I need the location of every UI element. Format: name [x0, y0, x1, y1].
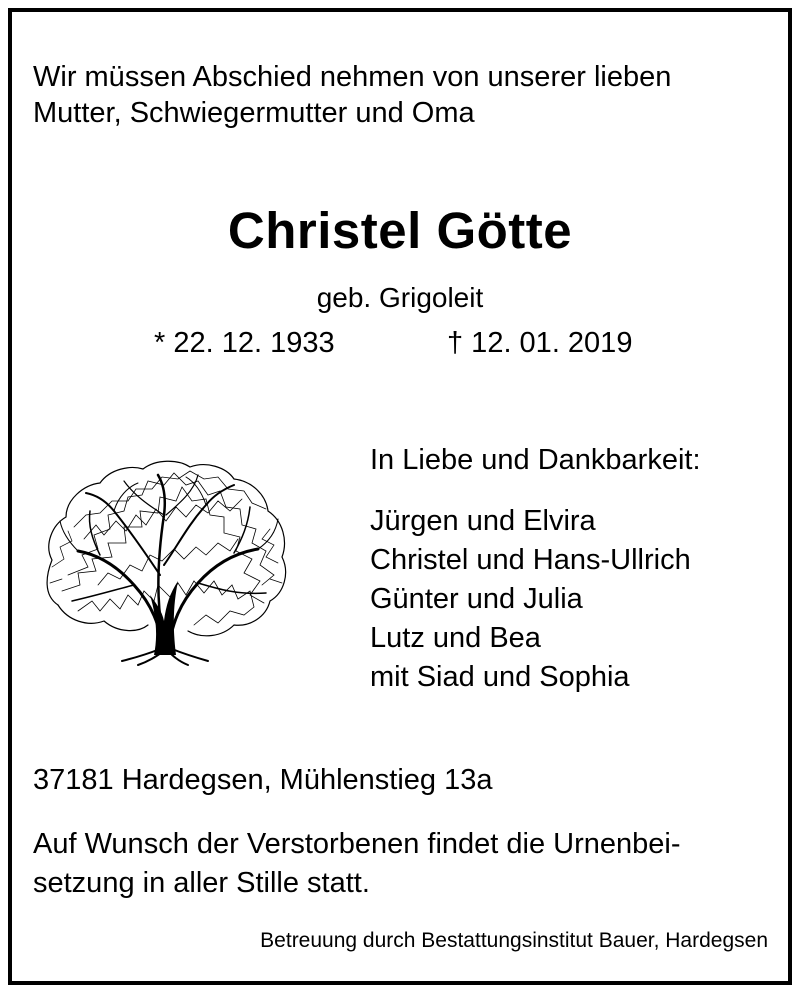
mourner-name: Jürgen und Elvira	[370, 505, 596, 537]
mourner-name: Lutz und Bea	[370, 622, 541, 654]
address: 37181 Hardegsen, Mühlenstieg 13a	[33, 764, 493, 796]
intro-line-1: Wir müssen Abschied nehmen von unserer lieben	[33, 61, 672, 93]
maiden-name: geb. Grigoleit	[316, 282, 484, 313]
mourner-name: Günter und Julia	[370, 583, 583, 615]
tree-icon	[38, 455, 293, 667]
mourner-name: Christel und Hans-Ullrich	[370, 544, 691, 576]
intro-line-2: Mutter, Schwiegermutter und Oma	[33, 97, 475, 129]
death-date: † 12. 01. 2019	[447, 327, 633, 359]
mourner-name: mit Siad und Sophia	[370, 661, 630, 693]
birth-date: * 22. 12. 1933	[154, 327, 335, 359]
mourners-list	[370, 502, 691, 697]
burial-note-line-2: setzung in aller Stille statt.	[33, 867, 370, 899]
undertaker-credit: Betreuung durch Bestattungsinstitut Bauer, Hardegsen	[260, 929, 768, 952]
burial-note-line-1: Auf Wunsch der Verstorbenen findet die Urnenbei-	[33, 828, 681, 860]
deceased-name: Christel Götte	[227, 202, 573, 259]
thanks-heading: In Liebe und Dankbarkeit:	[370, 444, 701, 476]
